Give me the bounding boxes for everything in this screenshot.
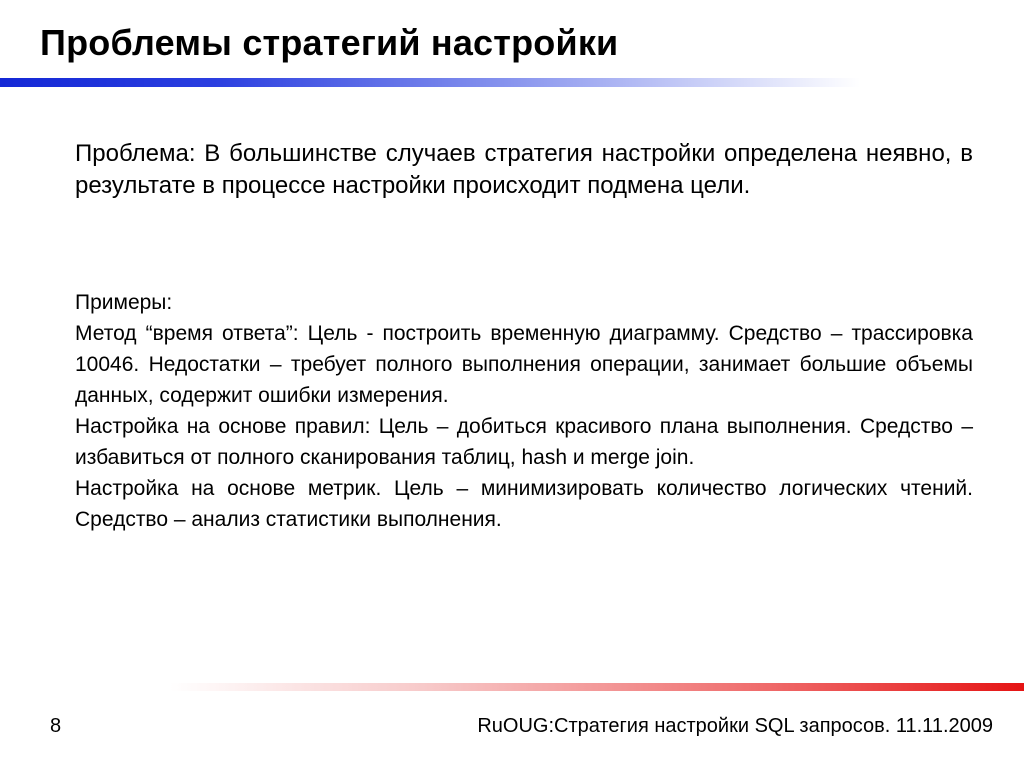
example-response-time: Метод “время ответа”: Цель - построить временную диаграмму. Средство – трассировка 10046. Недостатки – требует полного выполнения операции, занимает большие объемы данных, содержит ошибки измерения.: [75, 322, 973, 407]
examples-block: [75, 287, 973, 535]
slide-title: Проблемы стратегий настройки: [40, 22, 619, 63]
example-metric-based: Настройка на основе метрик. Цель – минимизировать количество логических чтений. Средство – анализ статистики выполнения.: [75, 477, 973, 531]
footer-caption: RuOUG:Стратегия настройки SQL запросов. 11.11.2009: [477, 715, 993, 737]
page-number: 8: [50, 715, 62, 737]
problem-statement: Проблема: В большинстве случаев стратегия настройки определена неявно, в результате в процессе настройки происходит подмена цели.: [75, 140, 973, 199]
footer-divider: [170, 683, 1024, 691]
title-divider: [0, 78, 860, 87]
examples-heading: Примеры:: [75, 291, 173, 314]
example-rule-based: Настройка на основе правил: Цель – добиться красивого плана выполнения. Средство – избавиться от полного сканирования таблиц, hash и merge join.: [75, 415, 973, 469]
